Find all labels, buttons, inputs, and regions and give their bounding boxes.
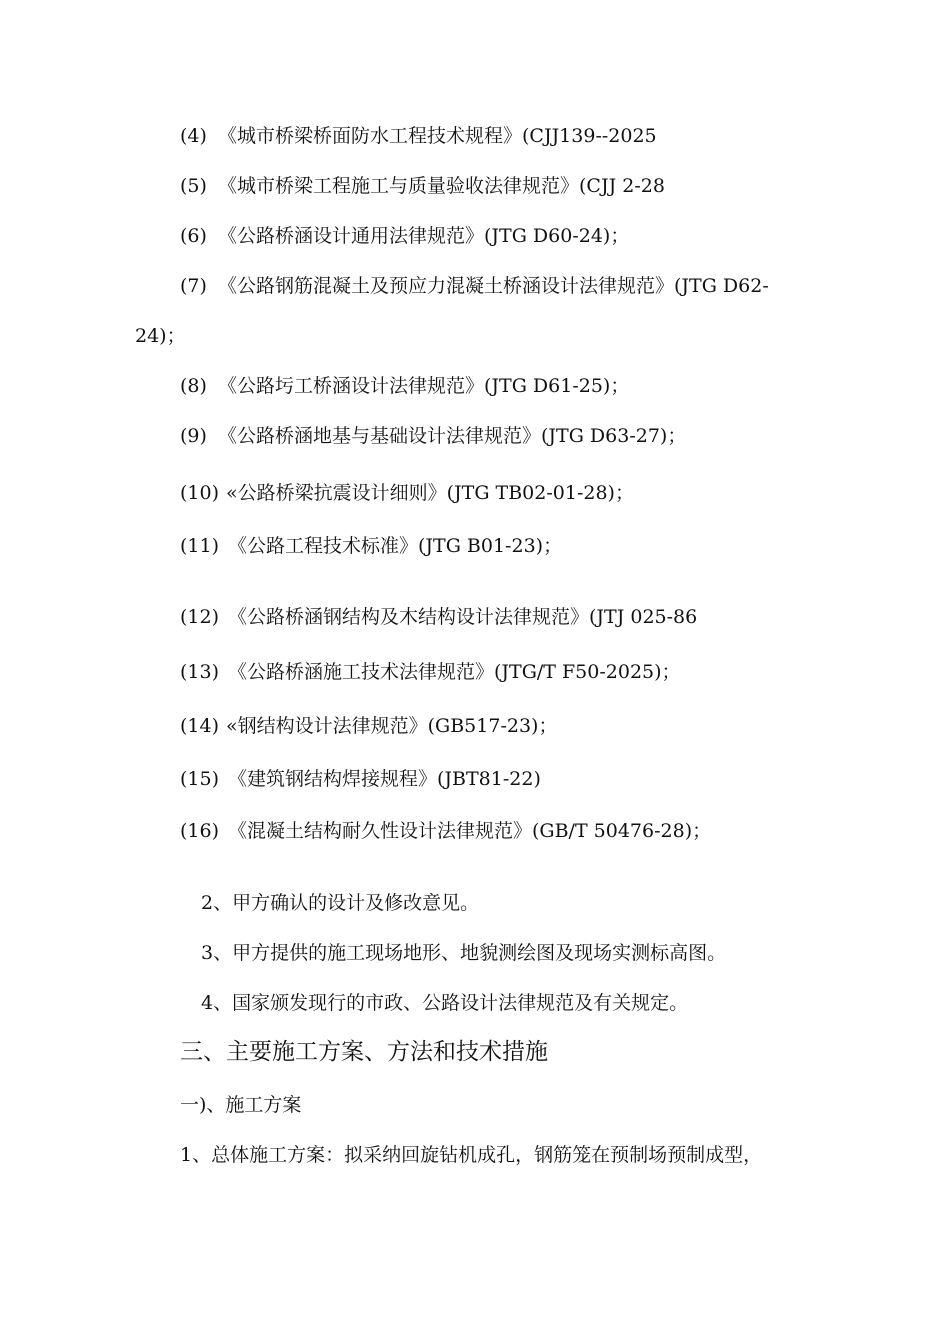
reference-text: 《公路圬工桥涵设计法律规范》(JTG D61-25)； [218, 375, 630, 397]
subsection-heading: 一)、施工方案 [180, 1094, 302, 1116]
reference-number: (10) [180, 482, 220, 504]
reference-number: (15) [180, 768, 220, 790]
reference-text: 《公路工程技术标准》(JTG B01-23)； [228, 535, 563, 557]
reference-text: 《混凝土结构耐久性设计法律规范》(GB/T 50476-28)； [228, 820, 712, 842]
reference-number: (14) [180, 715, 220, 737]
reference-number: (12) [180, 606, 220, 628]
reference-item [180, 660, 681, 684]
reference-text: 《城市桥梁工程施工与质量验收法律规范》(CJJ 2-28 [218, 175, 665, 197]
section-heading: 三、主要施工方案、方法和技术措施 [180, 1039, 548, 1065]
reference-item [180, 481, 634, 505]
list-item: 4、国家颁发现行的市政、公路设计法律规范及有关规定。 [201, 992, 689, 1014]
reference-item [180, 424, 686, 448]
reference-number: (6) [180, 225, 207, 247]
reference-item [180, 714, 557, 738]
reference-text: 《公路桥涵钢结构及木结构设计法律规范》(JTJ 025-86 [228, 606, 698, 628]
reference-text: 《公路钢筋混凝土及预应力混凝土桥涵设计法律规范》(JTG D62- [218, 275, 769, 297]
reference-item [180, 767, 541, 791]
reference-text: 《公路桥涵设计通用法律规范》(JTG D60-24)； [218, 225, 630, 247]
reference-text: «公路桥梁抗震设计细则》(JTG TB02-01-28)； [226, 482, 634, 504]
reference-item [180, 124, 657, 148]
reference-text: 《城市桥梁桥面防水工程技术规程》(CJJ139--2025 [218, 125, 657, 147]
reference-number: (9) [180, 425, 207, 447]
reference-number: (11) [180, 535, 220, 557]
reference-number: (13) [180, 661, 220, 683]
reference-continuation: 24)； [135, 325, 186, 347]
reference-item [180, 224, 629, 248]
reference-item [180, 274, 769, 298]
body-paragraph: 1、总体施工方案：拟采纳回旋钻机成孔，钢筋笼在预制场预制成型， [180, 1144, 763, 1166]
reference-text: «钢结构设计法律规范》(GB517-23)； [226, 715, 558, 737]
reference-text: 《公路桥涵地基与基础设计法律规范》(JTG D63-27)； [218, 425, 687, 447]
reference-number: (16) [180, 820, 220, 842]
reference-item [180, 605, 697, 629]
reference-number: (4) [180, 125, 207, 147]
reference-text: 《建筑钢结构焊接规程》(JBT81-22) [228, 768, 541, 790]
reference-text: 《公路桥涵施工技术法律规范》(JTG/T F50-2025)； [228, 661, 681, 683]
list-item: 3、甲方提供的施工现场地形、地貌测绘图及现场实测标高图。 [201, 942, 727, 964]
list-item: 2、甲方确认的设计及修改意见。 [201, 892, 480, 914]
reference-number: (8) [180, 375, 207, 397]
reference-item [180, 374, 629, 398]
reference-item [180, 174, 665, 198]
reference-number: (7) [180, 275, 207, 297]
reference-item [180, 819, 711, 843]
reference-number: (5) [180, 175, 207, 197]
reference-item [180, 534, 562, 558]
